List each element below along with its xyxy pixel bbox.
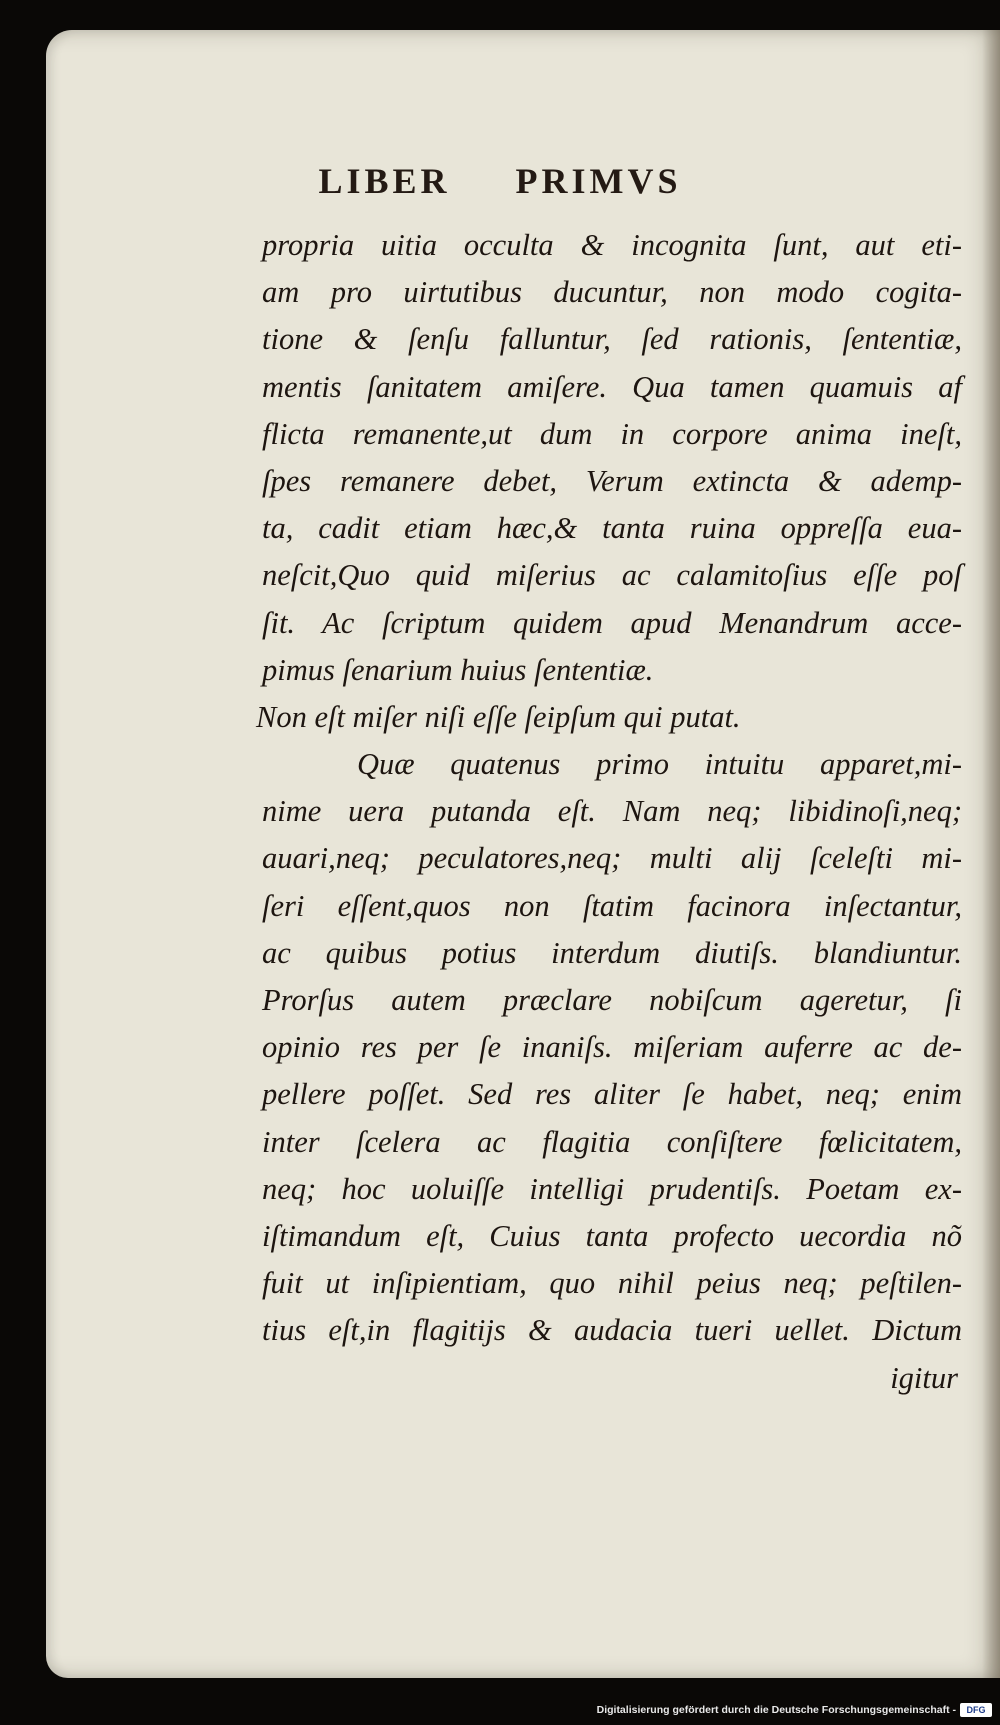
running-head-word: PRIMVS [515, 161, 682, 201]
text-line: iſtimandum eſt, Cuius tanta profecto uecordia nõ [262, 1218, 962, 1253]
digitization-credit: Digitalisierung gefördert durch die Deutsche Forschungsgemeinschaft - [596, 1704, 956, 1716]
text-line: tius eſt,in flagitijs & audacia tueri uellet. Dictum [262, 1313, 962, 1348]
text-line: flicta remanente,ut dum in corpore anima ineſt, [262, 416, 962, 451]
text-line: ſpes remanere debet, Verum extincta & ademp- [262, 463, 962, 498]
text-line: opinio res per ſe inaniſs. miſeriam auferre ac de- [262, 1030, 962, 1065]
page-gutter-shadow [982, 30, 1000, 1678]
quoted-verse-line: Non eſt miſer niſi eſſe ſeipſum qui putat. [256, 699, 741, 734]
text-line: pellere poſſet. Sed res aliter ſe habet, neq; enim [262, 1077, 962, 1112]
dfg-logo-text: DFG [966, 1705, 986, 1715]
text-line: ſeri eſſent,quos non ſtatim facinora inſectantur, [262, 888, 962, 923]
text-line: ac quibus potius interdum diutiſs. blandiuntur. [262, 935, 962, 970]
text-line: auari,neq; peculatores,neq; multi alij ſceleſti mi- [262, 841, 962, 876]
body-text [256, 222, 962, 1402]
catchword: igitur [890, 1360, 958, 1395]
text-line: ſit. Ac ſcriptum quidem apud Menandrum acce- [262, 605, 962, 640]
text-line: pimus ſenarium huius ſententiæ. [262, 652, 654, 687]
text-line: ta, cadit etiam hæc,& tanta ruina oppreſſa eua- [262, 511, 962, 546]
paragraph-first-line: Quæ quatenus primo intuitu apparet,mi- [357, 747, 962, 782]
running-head-word: LIBER [318, 161, 451, 201]
dfg-logo [960, 1703, 992, 1717]
text-line: tione & ſenſu falluntur, ſed rationis, ſententiæ, [262, 322, 962, 357]
text-line: mentis ſanitatem amiſere. Qua tamen quamuis af [262, 369, 962, 404]
text-line: neſcit,Quo quid miſerius ac calamitoſius eſſe poſ [262, 558, 962, 593]
text-line: propria uitia occulta & incognita ſunt, aut eti- [262, 228, 962, 262]
text-line: am pro uirtutibus ducuntur, non modo cogita- [262, 275, 962, 310]
text-line: inter ſcelera ac flagitia conſiſtere fœlicitatem, [262, 1124, 962, 1159]
text-line: Prorſus autem præclare nobiſcum ageretur, ſi [262, 983, 962, 1017]
text-line: nime uera putanda eſt. Nam neq; libidinoſi,neq; [262, 794, 962, 829]
text-line: fuit ut inſipientiam, quo nihil peius neq; peſtilen- [262, 1266, 962, 1301]
running-head [0, 160, 1000, 202]
text-line: neq; hoc uoluiſſe intelligi prudentiſs. Poetam ex- [262, 1171, 962, 1206]
